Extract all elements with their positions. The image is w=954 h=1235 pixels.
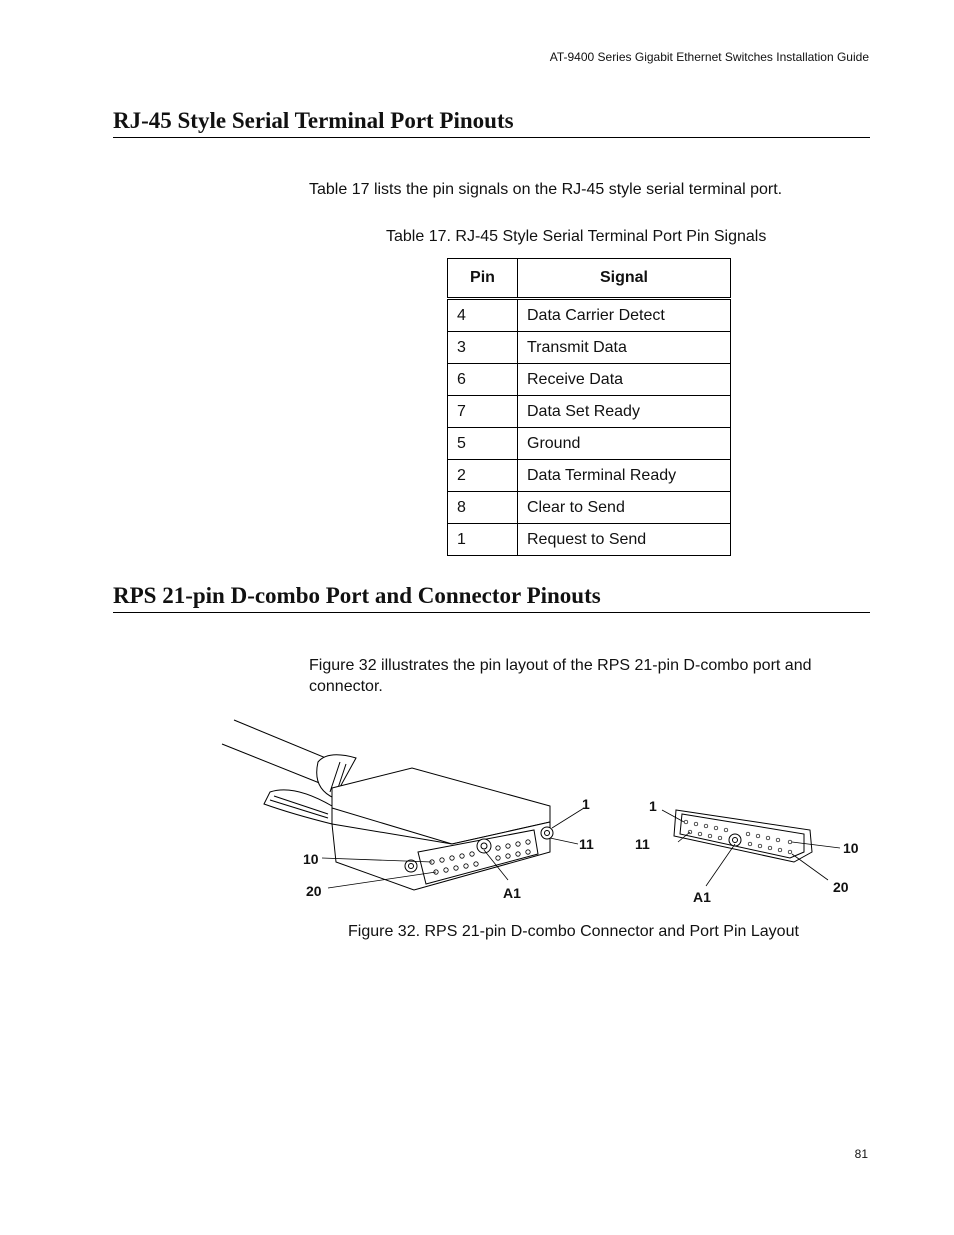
table-row xyxy=(448,492,731,524)
label-plug-pin-a1: A1 xyxy=(503,885,521,901)
signal-cell: Data Set Ready xyxy=(518,396,731,428)
section-heading-rps: RPS 21-pin D-combo Port and Connector Pinouts xyxy=(113,583,870,613)
rps-intro-paragraph: Figure 32 illustrates the pin layout of the RPS 21-pin D-combo port and connector. xyxy=(309,657,812,695)
signal-cell: Data Carrier Detect xyxy=(518,299,731,332)
signal-cell: Transmit Data xyxy=(518,332,731,364)
figure-caption: Figure 32. RPS 21-pin D-combo Connector and Port Pin Layout xyxy=(348,923,799,940)
rj45-intro-paragraph: Table 17 lists the pin signals on the RJ-45 style serial terminal port. xyxy=(309,181,783,198)
signal-cell: Clear to Send xyxy=(518,492,731,524)
pin-cell: 4 xyxy=(448,299,518,332)
pin-cell: 6 xyxy=(448,364,518,396)
label-plug-pin-1: 1 xyxy=(582,796,590,812)
running-header: AT-9400 Series Gigabit Ethernet Switches Installation Guide xyxy=(549,50,869,64)
pin-cell: 8 xyxy=(448,492,518,524)
signal-cell: Ground xyxy=(518,428,731,460)
port-drawing xyxy=(662,810,840,886)
pin-cell: 3 xyxy=(448,332,518,364)
plug-connector-drawing xyxy=(222,720,584,890)
pin-cell: 7 xyxy=(448,396,518,428)
pin-cell: 1 xyxy=(448,524,518,556)
table-row xyxy=(448,524,731,556)
connector-figure xyxy=(200,712,880,912)
table-row xyxy=(448,299,731,332)
table-caption: Table 17. RJ-45 Style Serial Terminal Port Pin Signals xyxy=(386,228,767,245)
pin-cell: 2 xyxy=(448,460,518,492)
table-row xyxy=(448,428,731,460)
table-row xyxy=(448,332,731,364)
signal-cell: Receive Data xyxy=(518,364,731,396)
pin-cell: 5 xyxy=(448,428,518,460)
section-heading-rj45: RJ-45 Style Serial Terminal Port Pinouts xyxy=(113,108,870,138)
table-row xyxy=(448,364,731,396)
label-port-pin-1: 1 xyxy=(649,798,657,814)
signal-cell: Request to Send xyxy=(518,524,731,556)
table-row xyxy=(448,460,731,492)
table-header-row xyxy=(448,259,731,299)
label-port-pin-20: 20 xyxy=(833,879,849,895)
signal-cell: Data Terminal Ready xyxy=(518,460,731,492)
page-number: 81 xyxy=(854,1147,868,1161)
column-header-pin: Pin xyxy=(448,259,518,299)
pin-signal-table xyxy=(447,258,731,556)
label-port-pin-a1: A1 xyxy=(693,889,711,905)
label-port-pin-11: 11 xyxy=(635,836,650,852)
label-plug-pin-20: 20 xyxy=(306,883,322,899)
label-plug-pin-10: 10 xyxy=(303,851,319,867)
column-header-signal: Signal xyxy=(518,259,731,299)
label-plug-pin-11: 11 xyxy=(579,836,594,852)
table-row xyxy=(448,396,731,428)
label-port-pin-10: 10 xyxy=(843,840,859,856)
